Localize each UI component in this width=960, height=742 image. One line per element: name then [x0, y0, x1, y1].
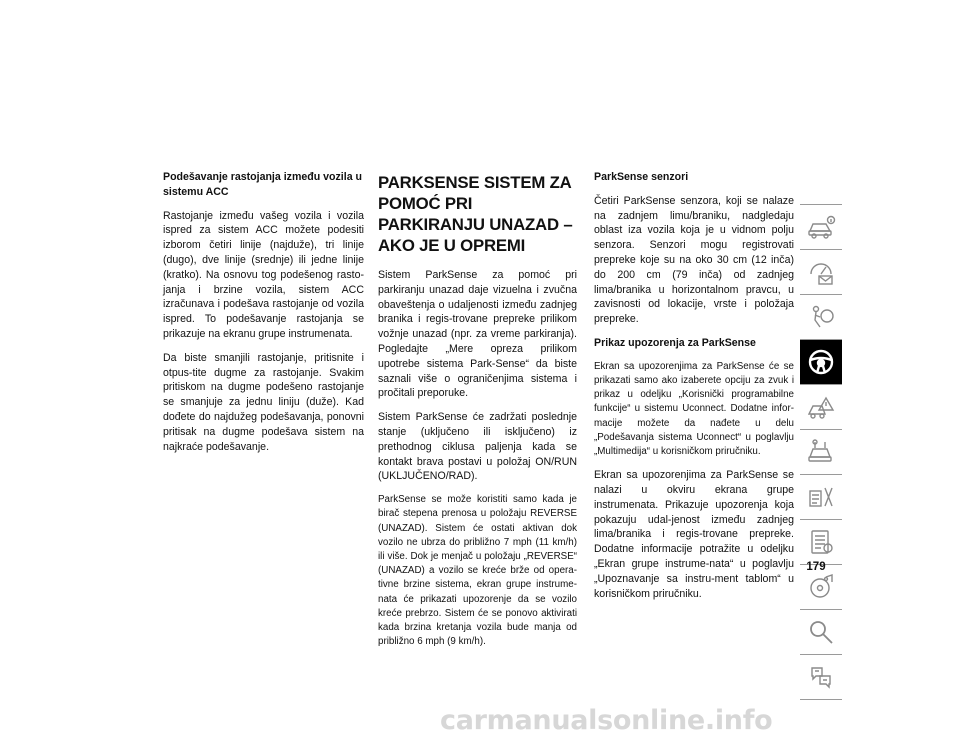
language-icon: [806, 662, 836, 692]
warning-display-paragraph: Ekran sa upozorenjima za ParkSense se nalazi u okviru ekrana grupe instrumenata. Prikazuje upozorenja koja pokazuju udal-jenost između zadnjeg lima/branika i regis-trovane prepreke. Dodatne informacije potražite u odeljku „Ekran grupe instrume-nata“ u poglavlju „Upoznavanje sa instru-ment tablom“ u korisničkom priručniku.: [594, 469, 794, 600]
acc-distance-heading: Podešavanje rastojanja između vozila u sistemu ACC: [163, 171, 362, 198]
tab-index[interactable]: [800, 609, 842, 654]
service-tools-icon: [806, 482, 836, 512]
parksense-state-paragraph: Sistem ParkSense će zadržati poslednje stanje (uključeno ili isključeno) iz prethodnog ciklusa paljenja kada se kontakt brava postavi u položaj ON/RUN (UKLJUČENO/RAD).: [378, 411, 577, 483]
section-title: PARKSENSE SISTEM ZA POMOĆ PRI PARKIRANJU UNAZAD – AKO JE U OPREMI: [378, 173, 573, 255]
parksense-reverse-paragraph: ParkSense se može koristiti samo kada je birač stepena prenosa u položaju REVERSE (UNAZAD). Sistem će ostati aktivan dok vozilo ne ubrza do približno 7 mph (11 km/h) ili više. Dok je menjač u položaju „REVERSE“ (UNAZAD) a vozilo se kreće brže od opera-tivne brzine sistema, ekran grupe instrume-nata će prikazati upozorenje da se vozilo kreće prebrzo. Sistem će se ponovo aktivirati kada brzina kretanja vozila bude manja od približno 6 mph (9 km/h).: [378, 494, 577, 648]
left-column: [163, 170, 364, 463]
maintenance-list-icon: [806, 527, 836, 557]
sensors-heading: ParkSense senzori: [594, 171, 689, 183]
tab-specifications[interactable]: [800, 519, 842, 564]
parksense-intro-paragraph: Sistem ParkSense za pomoć pri parkiranju unazad daje vizuelna i zvučna obaveštenja o udaljenosti između zadnjeg branika i regis-trovane prepreke prilikom vožnje unazad (npr. za vreme parkiranja). Pogledajte „Mere opreza prilikom upotrebe sistema Park-Sense“ da biste saznali više o ograničenjima sistema i pročitali preporuke.: [378, 269, 577, 400]
warning-display-heading: Prikaz upozorenja za ParkSense: [594, 336, 756, 349]
right-column: [594, 170, 794, 610]
tab-dashboard[interactable]: [800, 249, 842, 294]
tab-safety[interactable]: [800, 294, 842, 339]
middle-column: [378, 170, 577, 658]
sensors-paragraph: Četiri ParkSense senzora, koji se nalaze na zadnjem limu/braniku, nadgledaju oblast iza vozila koja je u vidnom polju senzora. Senzori mogu registrovati prepreke koje su na oko 30 cm (12 inča) do 200 cm (79 inča) od zadnjeg lima/branika u horizontalnom pravcu, u zavisnosti od lokacije, vrste i položaja prepreke.: [594, 194, 794, 326]
dashboard-envelope-icon: [806, 257, 836, 287]
acc-distance-paragraph-1: Rastojanje između vašeg vozila i vozila ispred za sistem ACC možete podesiti izborom četiri linije (najduže), tri linije (dugo), dve linije (srednje) ili jedne linije (kratko). Na osnovu tog podešenog rasto-janja i brzine vozila, sistem ACC izračunava i podešava rastojanje od vozila ispred. To podešavanje rastojanja se prikazuje na ekranu grupe instrumenata.: [163, 209, 364, 340]
page-number: 179: [806, 561, 826, 573]
tab-languages[interactable]: [800, 654, 842, 700]
tab-driving[interactable]: [800, 339, 842, 384]
tab-emergency[interactable]: [800, 384, 842, 429]
tab-car-info[interactable]: [800, 204, 842, 249]
tab-servicing[interactable]: [800, 429, 842, 474]
watermark: carmanualsonline.info: [440, 705, 773, 736]
crash-warning-icon: [806, 392, 836, 422]
warning-display-small-paragraph: Ekran sa upozorenjima za ParkSense će se prikazati samo ako izaberete opciju za zvuk i prikaz u odeljku „Korisnički programabilne funkcije“ u sistemu Uconnect. Dodatne infor-macije možete da nađete u delu „Podešavanja sistema Uconnect“ u poglavlju „Multimedija“ u korisničkom priručniku.: [594, 360, 794, 457]
car-tools-icon: [806, 437, 836, 467]
airbag-safety-icon: [806, 302, 836, 332]
car-info-icon: [806, 212, 836, 242]
multimedia-disc-icon: [806, 572, 836, 602]
tab-maintenance[interactable]: [800, 474, 842, 519]
steering-wheel-icon: [806, 347, 836, 377]
chapter-tab-sidebar: [800, 204, 842, 700]
magnifier-index-icon: [806, 617, 836, 647]
acc-distance-paragraph-2: Da biste smanjili rastojanje, pritisnite i otpus-tite dugme za rastojanje. Svakim pritiskom na dugme podešeno rastojanje se smanjuje za jednu liniju (duže). Kad dođete do najdužeg podešavanja, ponovni pritisak na dugme podešava sistem na najkraće podešavanje.: [163, 351, 364, 453]
